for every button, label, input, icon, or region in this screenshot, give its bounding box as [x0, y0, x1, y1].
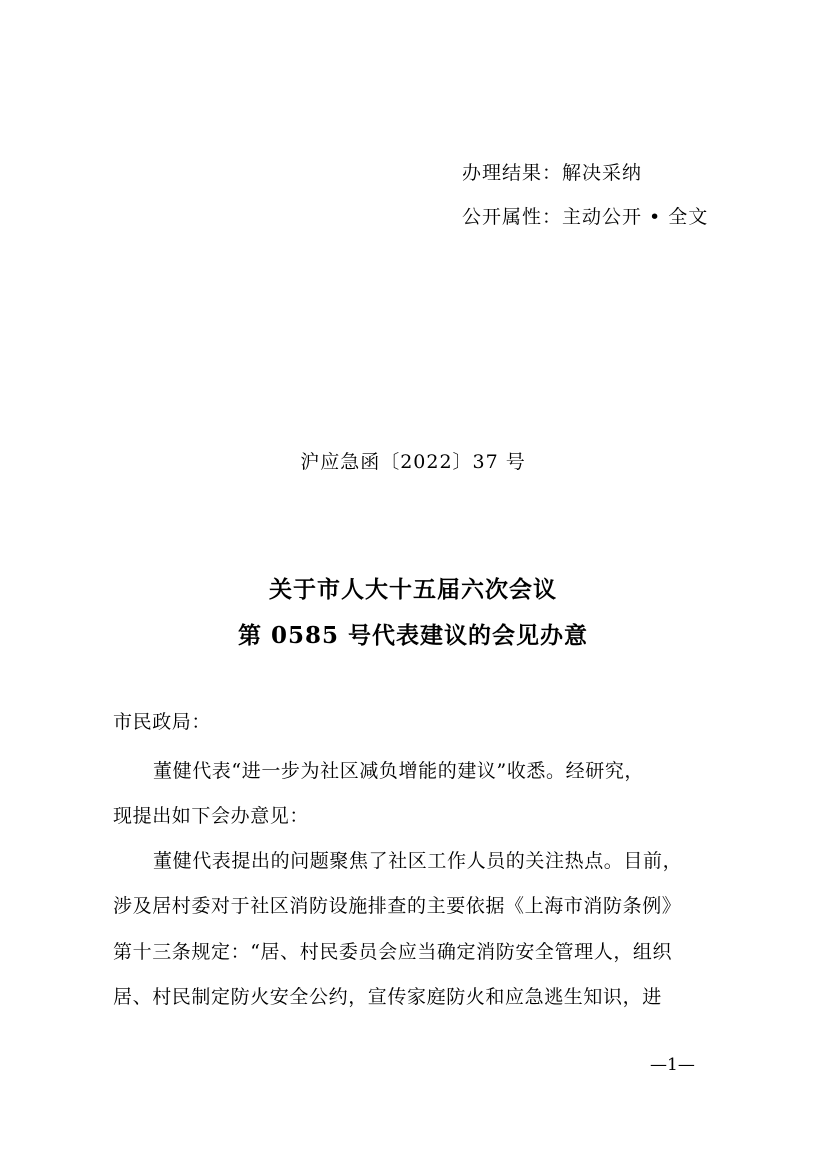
body-line: 涉及居村委对于社区消防设施排查的主要依据《上海市消防条例》	[113, 895, 682, 917]
document-number: 沪应急函〔2022〕37 号	[300, 451, 526, 473]
handling-result: 办理结果：解决采纳	[462, 162, 643, 184]
body-line: 居、村民制定防火安全公约，宣传家庭防火和应急逃生知识，进	[113, 986, 662, 1008]
disclosure-attribute: 公开属性：主动公开 • 全文	[462, 206, 709, 228]
body-line: 第十三条规定：“居、村民委员会应当确定消防安全管理人，组织	[113, 941, 673, 963]
body-line: 现提出如下会办意见：	[113, 805, 310, 827]
body-line: 董健代表“进一步为社区减负增能的建议”收悉。经研究，	[153, 760, 645, 782]
body-line: 董健代表提出的问题聚焦了社区工作人员的关注热点。目前，	[153, 850, 683, 872]
page-number: —1—	[650, 1055, 695, 1075]
addressee: 市民政局：	[113, 711, 212, 733]
document-title-line-1: 关于市人大十五届六次会议	[269, 576, 557, 603]
document-title-line-2: 第 0585 号代表建议的会见办意	[237, 622, 589, 649]
